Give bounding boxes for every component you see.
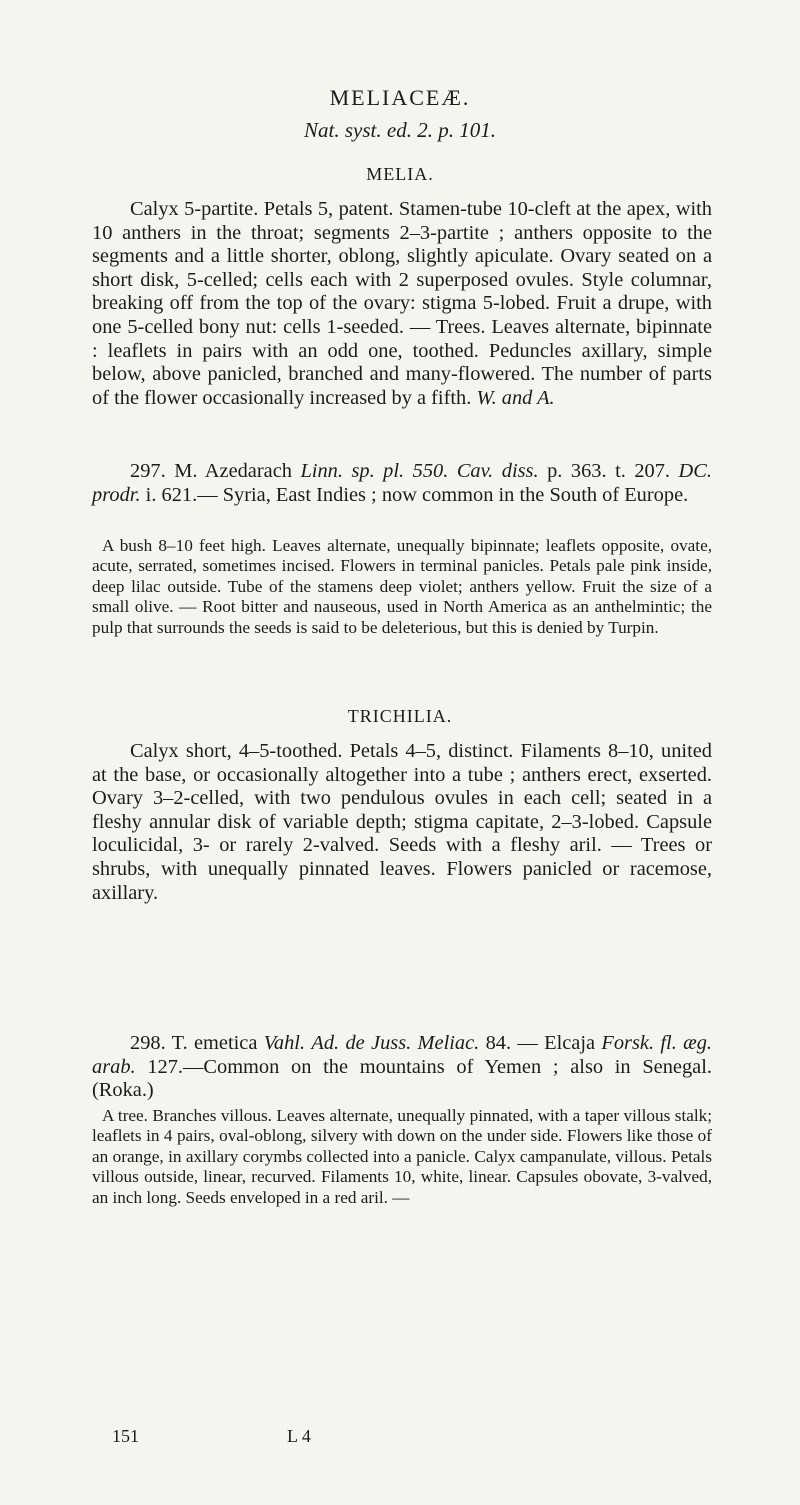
species-reference-pages: p. 363. t. 207. [547, 460, 671, 482]
trichilia-notes: A tree. Branches villous. Leaves alternate, unequally pinnated, with a taper villous stalk; leaflets in 4 pairs, oval-oblong, silvery with down on the under side. Flowers like those of an orange, in axillary corymbs collected into a panicle. Calyx campanulate, villous. Petals villous outside, linear, recurved. Filaments 10, white, linear. Capsules obovate, 3-valved, an inch long. Seeds enveloped in a red aril. — [92, 1106, 712, 1207]
species-number: 298. [130, 1032, 166, 1054]
species-reference: DC. prodr. [92, 460, 712, 506]
trichilia-description: Calyx short, 4–5-toothed. Petals 4–5, distinct. Filaments 8–10, united at the base, or occasionally altogether into a tube ; anthers erect, exserted. Ovary 3–2-celled, with two pendulous ovules in each cell; seated in a fleshy annular disk of variable depth; stigma capitate, 2–3-lobed. Capsule loculicidal, 3- or rarely 2-valved. Seeds with a fleshy aril. — Trees or shrubs, with unequally pinnated leaves. Flowers panicled or racemose, axillary. [92, 740, 712, 904]
family-heading: MELIACEÆ. [329, 85, 471, 110]
species-reference-pages: 84. — Elcaja [485, 1032, 596, 1054]
trichilia-species-entry [92, 1032, 712, 1103]
species-reference: Vahl. [263, 1032, 306, 1054]
page-number: 151 [112, 1426, 139, 1446]
species-reference: Cav. diss. [456, 460, 539, 482]
species-reference: Forsk. fl. æg. arab. [92, 1032, 713, 1078]
species-habitat: — Syria, East Indies ; now common in the South of Europe. [197, 483, 689, 506]
melia-description: Calyx 5-partite. Petals 5, patent. Stamen-tube 10-cleft at the apex, with 10 anthers in the throat; segments 2–3-partite ; anthers opposite to the segments and a little shorter, oblong, slightly apiculate. Ovary seated on a short disk, 5-celled; cells each with 2 superposed ovules. Style columnar, breaking off from the top of the ovary: stigma 5-lobed. Fruit a drupe, with one 5-celled bony nut: cells 1-seeded. — Trees. Leaves alternate, bipinnate : leaflets in pairs with an odd one, toothed. Peduncles axillary, simple below, above panicled, branched and many-flowered. The number of parts of the flower occasionally increased by a fifth. W. and A. [92, 198, 712, 409]
melia-notes: A bush 8–10 feet high. Leaves alternate, unequally bipinnate; leaflets opposite, ovate, acute, serrated, sometimes incised. Flowers in terminal panicles. Petals pale pink inside, deep lilac outside. Tube of the stamens deep violet; anthers yellow. Fruit the size of a small olive. — Root bitter and nauseous, used in North America as an anthelmintic; the pulp that surrounds the seeds is said to be deleterious, but this is denied by Turpin. [92, 536, 712, 637]
genus-heading-trichilia: TRICHILIA. [347, 706, 453, 726]
melia-species-entry [92, 460, 712, 507]
trichilia-section [92, 740, 712, 905]
species-number: 297. [130, 460, 166, 482]
species-reference-pages: i. 621. [145, 483, 198, 506]
species-name: M. Azedarach [174, 460, 292, 482]
natural-system-reference: Nat. syst. ed. 2. p. 101. [304, 118, 496, 142]
species-reference: Ad. de Juss. Meliac. [311, 1032, 480, 1054]
melia-section [92, 198, 712, 410]
species-reference: Linn. sp. pl. 550. [300, 460, 449, 482]
melia-description-authority: W. and A. [476, 386, 555, 409]
genus-heading-melia: MELIA. [366, 164, 434, 184]
signature-mark: L 4 [287, 1426, 311, 1446]
species-habitat: —Common on the mountains of Yemen ; also in Senegal. (Roka.) [92, 1055, 712, 1102]
page-footer [112, 1426, 412, 1447]
species-reference-pages: 127. [147, 1055, 184, 1078]
species-name: T. emetica [171, 1032, 258, 1054]
